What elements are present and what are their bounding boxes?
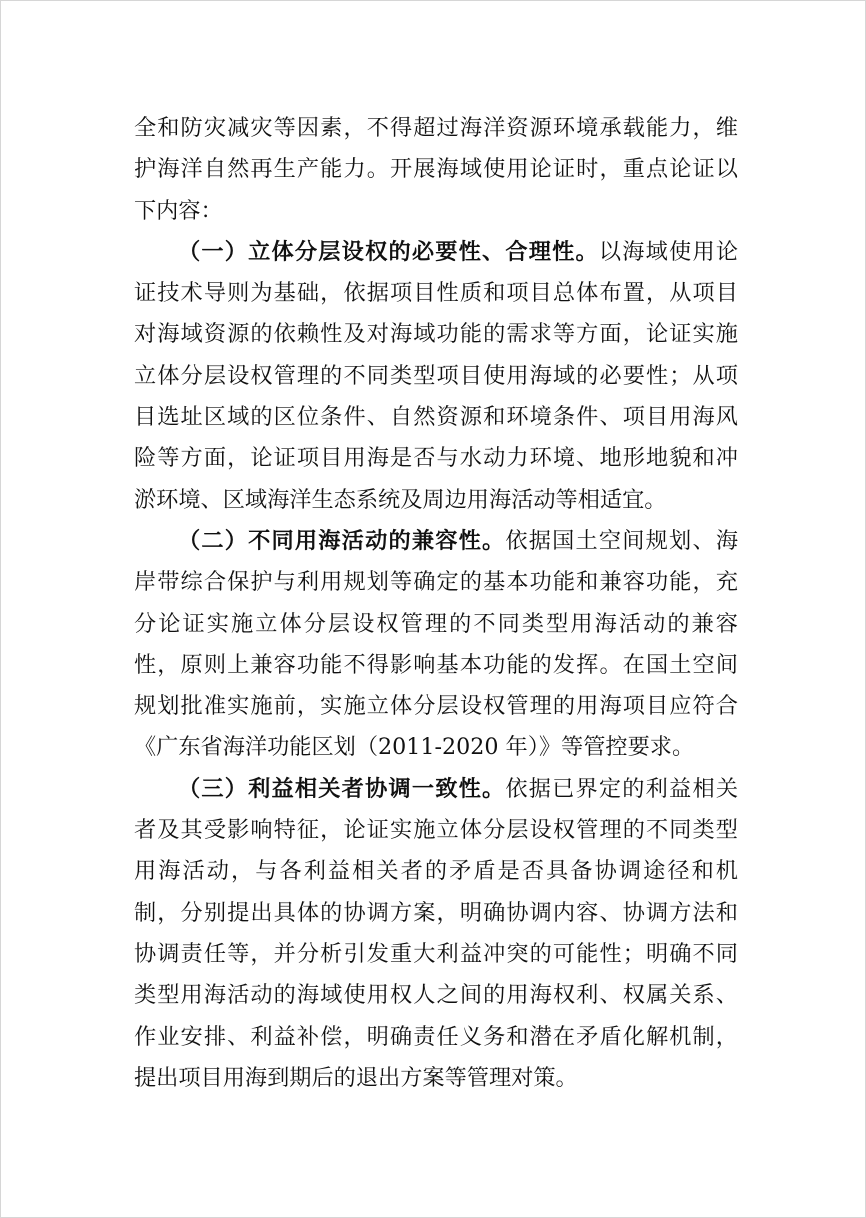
section-heading: （二）不同用海活动的兼容性。 [178, 527, 506, 554]
text-line: 证技术导则为基础，依据项目性质和项目总体布置，从项目 [134, 280, 738, 307]
text-line: 提出项目用海到期后的退出方案等管理对策。 [134, 1064, 578, 1091]
text-line: 下内容： [134, 197, 223, 224]
text-line: 协调责任等，并分析引发重大利益冲突的可能性；明确不同 [134, 940, 738, 967]
text-run: 依据国土空间规划、海 [505, 527, 739, 554]
text-line: 性，原则上兼容功能不得影响基本功能的发挥。在国土空间 [134, 651, 738, 678]
text-line [134, 521, 738, 562]
text-line: 立体分层设权管理的不同类型项目使用海域的必要性；从项 [134, 362, 738, 389]
text-line: 对海域资源的依赖性及对海域功能的需求等方面，论证实施 [134, 321, 738, 348]
text-line: 者及其受影响特征，论证实施立体分层设权管理的不同类型 [134, 817, 738, 844]
text-line: 全和防灾减灾等因素，不得超过海洋资源环境承载能力，维 [134, 115, 738, 141]
text-line: 《广东省海洋功能区划（2011-2020 年）》等管控要求。 [134, 734, 695, 761]
text-line: 用海活动，与各利益相关者的矛盾是否具备协调途径和机 [134, 858, 738, 885]
paragraph-section-1 [134, 232, 738, 521]
text-run: 依据已界定的利益相关 [505, 775, 739, 802]
text-line: 淤环境、区域海洋生态系统及周边用海活动等相适宜。 [134, 486, 667, 513]
text-line: 护海洋自然再生产能力。开展海域使用论证时，重点论证以 [134, 156, 738, 183]
section-heading: （三）利益相关者协调一致性。 [178, 775, 506, 802]
text-line: 制，分别提出具体的协调方案，明确协调内容、协调方法和 [134, 899, 738, 926]
text-line: 规划批准实施前，实施立体分层设权管理的用海项目应符合 [134, 693, 738, 720]
paragraph-intro [134, 108, 738, 232]
text-line: 险等方面，论证项目用海是否与水动力环境、地形地貌和冲 [134, 445, 738, 472]
section-heading: （一）立体分层设权的必要性、合理性。 [178, 238, 599, 265]
text-line: 类型用海活动的海域使用权人之间的用海权利、权属关系、 [134, 982, 738, 1009]
text-line: 岸带综合保护与利用规划等确定的基本功能和兼容功能，充 [134, 569, 738, 596]
text-line: 作业安排、利益补偿，明确责任义务和潜在矛盾化解机制， [134, 1023, 738, 1050]
text-line: 目选址区域的区位条件、自然资源和环境条件、项目用海风 [134, 404, 738, 431]
text-line: 分论证实施立体分层设权管理的不同类型用海活动的兼容 [134, 610, 738, 637]
paragraph-section-2 [134, 521, 738, 769]
document-body [134, 108, 738, 1099]
text-run: 以海域使用论 [598, 238, 739, 265]
paragraph-section-3 [134, 769, 738, 1099]
text-line [134, 769, 738, 810]
text-line [134, 232, 738, 273]
